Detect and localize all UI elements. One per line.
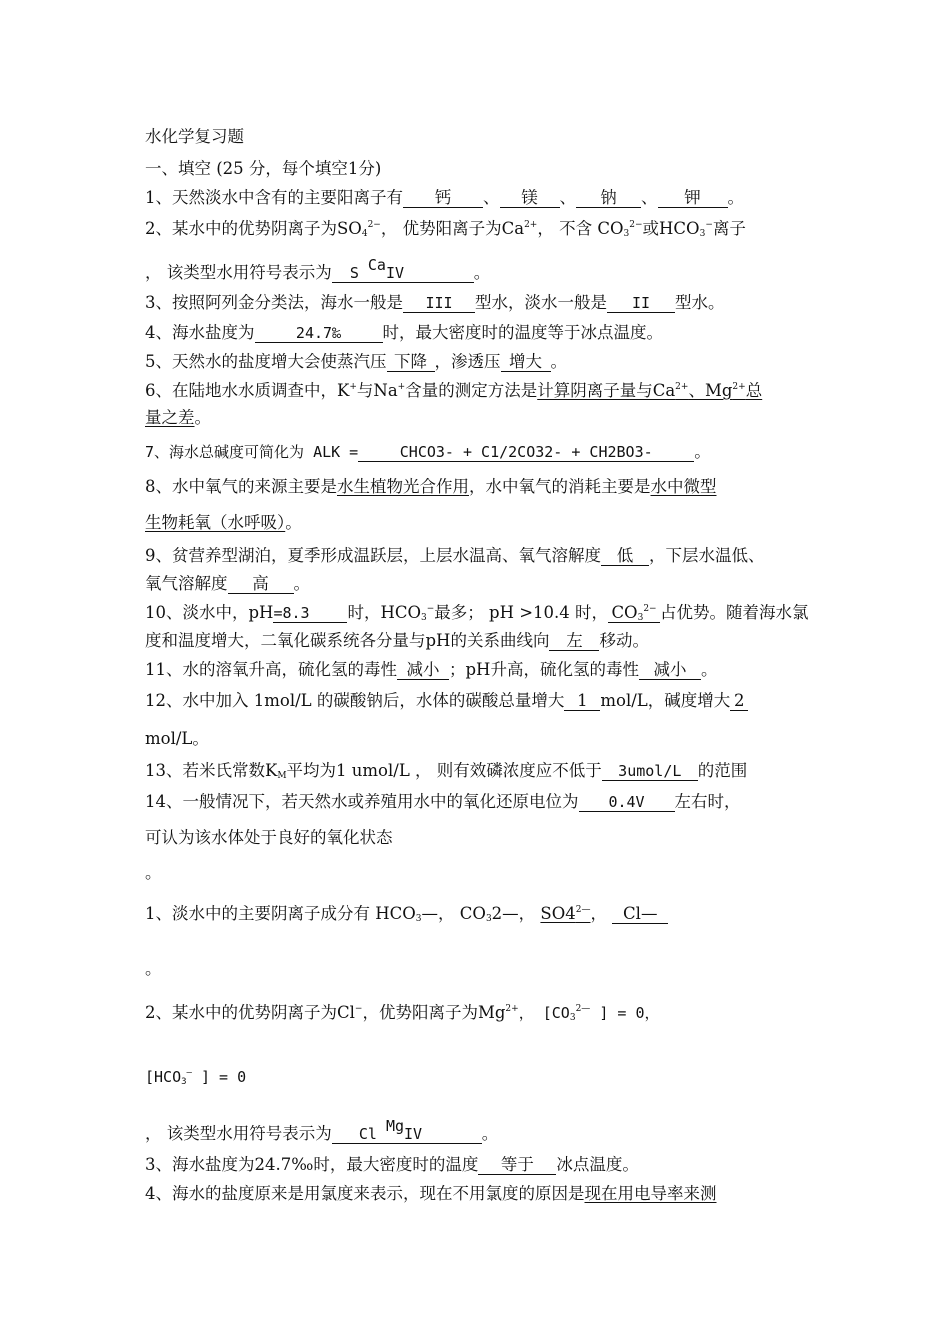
section-heading: 一、填空 (25 分，每个填空1分) bbox=[145, 159, 382, 178]
answer-blank: 增大 bbox=[501, 353, 551, 372]
question-1: 1、天然淡水中含有的主要阳离子有 钙 、 镁 、 钠 、 钾 。 bbox=[145, 188, 744, 207]
answer-blank: 1 bbox=[564, 692, 600, 711]
answer-blank: 减小 bbox=[639, 661, 701, 680]
answer-blank: =8.3 bbox=[273, 604, 347, 623]
answer-blank: CHCO3- + C1/2CO32- + CH2BO3- bbox=[358, 443, 694, 462]
question-3: 3、按照阿列金分类法，海水一般是 III 型水，淡水一般是 II 型水。 bbox=[145, 293, 725, 312]
review-3: 3、海水盐度为24.7‰时，最大密度时的温度 等于 冰点温度。 bbox=[145, 1155, 639, 1174]
answer-blank: 减小 bbox=[397, 661, 449, 680]
review-1: 1、淡水中的主要阴离子成分有 $HCO_3—$， $CO_32—$， $SO4^{2—}$， Cl— bbox=[145, 903, 668, 925]
answer-blank: 3umol/L bbox=[602, 762, 698, 781]
answer-blank: 2 bbox=[730, 692, 748, 711]
review-4: 4、海水的盐度原来是用氯度来表示，现在不用氯度的原因是现在用电导率来测 bbox=[145, 1184, 717, 1203]
review-2-line-3: ， 该类型水用符号表示为 Cl MgIV 。 bbox=[145, 1117, 499, 1143]
question-6-line-2: 量之差。 bbox=[145, 408, 211, 427]
answer-blank: 镁 bbox=[500, 189, 560, 208]
question-14-line-2: 可认为该水体处于良好的氧化状态 bbox=[145, 828, 393, 847]
answer-underlined: $SO4^{2—}$ bbox=[540, 904, 591, 923]
answer-blank: 左 bbox=[549, 632, 599, 651]
answer-underlined: 水中微型 bbox=[650, 477, 717, 496]
question-10-line-2: 度和温度增大，二氧化碳系统各分量与pH的关系曲线向 左 移动。 bbox=[145, 631, 649, 650]
answer-blank: II bbox=[607, 294, 675, 313]
question-8-line-2: 生物耗氧（水呼吸）。 bbox=[145, 513, 302, 532]
answer-blank: 高 bbox=[228, 575, 294, 594]
answer-blank: 钠 bbox=[576, 189, 641, 208]
question-9-line-2: 氧气溶解度 高 。 bbox=[145, 574, 310, 593]
question-6: 6、在陆地水水质调查中，K+与Na+含量的测定方法是计算阴离子量与$Ca^{2+}$、$Mg^{2+}$总 bbox=[145, 381, 763, 400]
answer-blank: III bbox=[403, 294, 475, 313]
question-11: 11、水的溶氧升高，硫化氢的毒性 减小 ；pH升高，硫化氢的毒性 减小 。 bbox=[145, 660, 718, 679]
answer-underlined: 现在用电导率来测 bbox=[584, 1184, 717, 1203]
review-2-line-2: [$HCO_3^—$ ] = 0 bbox=[145, 1068, 247, 1087]
answer-blank: $CO_3^{2-}$ bbox=[608, 604, 660, 623]
answer-blank: Cl— bbox=[612, 905, 668, 924]
question-4: 4、海水盐度为 24.7‰ 时，最大密度时的温度等于冰点温度。 bbox=[145, 323, 663, 342]
answer-blank: 低 bbox=[601, 547, 649, 566]
question-12-line-2: mol/L。 bbox=[145, 729, 209, 748]
answer-blank: 钾 bbox=[658, 189, 728, 208]
review-2: 2、某水中的优势阴离子为Cl−，优势阳离子为$Mg^{2+}$， [$CO_3^{2—}$ ] = 0， bbox=[145, 1003, 660, 1023]
review-1-end: 。 bbox=[145, 959, 162, 978]
question-14-end: 。 bbox=[145, 863, 162, 882]
question-2: 2、某水中的优势阴离子为$SO_4^{2-}$， 优势阳离子为$Ca^{2+}$， 不含 $CO_3^{2-}$或$HCO_3^-$离子 bbox=[145, 219, 746, 239]
question-9: 9、贫营养型湖泊，夏季形成温跃层，上层水温高、氧气溶解度 低 ，下层水温低、 bbox=[145, 546, 765, 565]
answer-underlined: 计算阴离子量与$Ca^{2+}$、$Mg^{2+}$总 bbox=[537, 381, 763, 400]
question-7: 7、海水总碱度可简化为 ALK = CHCO3- + C1/2CO32- + CH2BO3- 。 bbox=[145, 442, 711, 461]
question-5: 5、天然水的盐度增大会使蒸汽压 下降 ，渗透压 增大 。 bbox=[145, 352, 567, 371]
answer-underlined: 水生植物光合作用 bbox=[337, 477, 469, 496]
answer-blank: 钙 bbox=[403, 189, 483, 208]
answer-blank: 0.4V bbox=[579, 793, 675, 812]
question-14: 14、一般情况下，若天然水或养殖用水中的氧化还原电位为 0.4V 左右时， bbox=[145, 792, 741, 811]
answer-blank: 等于 bbox=[478, 1156, 556, 1175]
question-2-line-2: ， 该类型水用符号表示为 S CaIV 。 bbox=[145, 256, 491, 282]
page-title: 水化学复习题 bbox=[145, 127, 244, 146]
answer-blank: 下降 bbox=[387, 353, 435, 372]
answer-blank: S CaIV bbox=[332, 264, 474, 283]
question-12: 12、水中加入 1mol/L 的碳酸钠后，水体的碳酸总量增大 1 mol/L，碱度增大 2 bbox=[145, 690, 748, 712]
question-8: 8、水中氧气的来源主要是水生植物光合作用，水中氧气的消耗主要是水中微型 bbox=[145, 477, 717, 496]
answer-blank: Cl MgIV bbox=[332, 1125, 482, 1144]
question-10: 10、淡水中，pH=8.3 时，$HCO_3^-$最多； pH >10.4 时， $CO_3^{2-}$ 占优势。随着海水氯 bbox=[145, 603, 809, 623]
answer-blank: 24.7‰ bbox=[255, 324, 383, 343]
question-13: 13、若米氏常数$K_M$平均为1 umol/L ， 则有效磷浓度应不低于 3umol/L 的范围 bbox=[145, 761, 748, 781]
